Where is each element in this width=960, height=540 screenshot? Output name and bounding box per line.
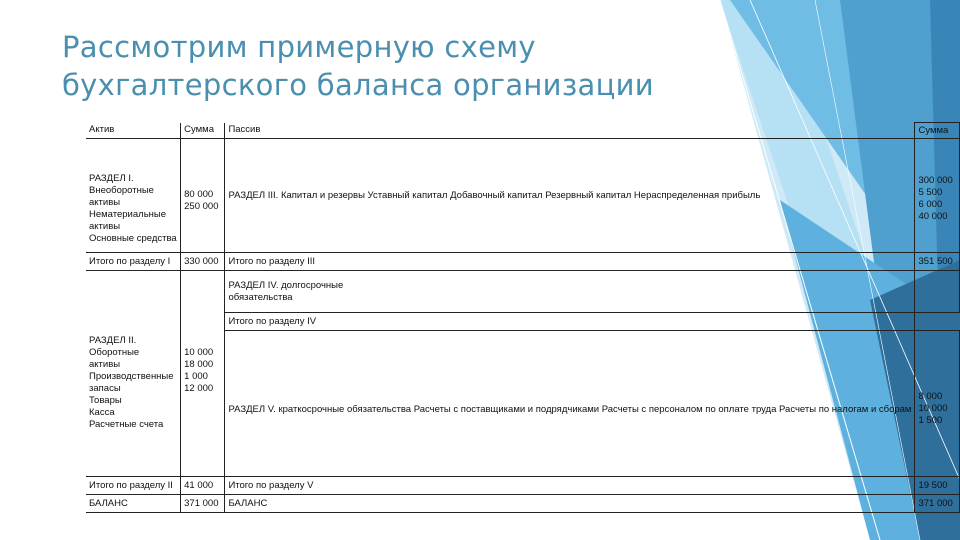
- total-2-label: Итого по разделу II: [86, 477, 181, 495]
- total-5-sum: 19 500: [915, 477, 960, 495]
- section-2-label: РАЗДЕЛ II. Оборотные активы Производственные запасы Товары Касса Расчетные счета: [86, 331, 181, 477]
- table-row: [86, 477, 960, 495]
- slide-title: Рассмотрим примерную схему бухгалтерского баланса организации: [62, 30, 654, 102]
- section-4-label: РАЗДЕЛ IV. долгосрочные обязательства: [225, 271, 915, 313]
- balance-passiv-sum: 371 000: [915, 495, 960, 513]
- header-summa-passiv: Сумма: [915, 123, 960, 139]
- table-row: [86, 495, 960, 513]
- empty-cell: [181, 271, 225, 331]
- total-3-sum: 351 500: [915, 253, 960, 271]
- table-header-row: [86, 123, 960, 139]
- total-2-sum: 41 000: [181, 477, 225, 495]
- section-1-sum: 80 000 250 000: [181, 139, 225, 253]
- table-row: [86, 253, 960, 271]
- table-row: [86, 271, 960, 313]
- section-1-label: РАЗДЕЛ I. Внеоборотные активы Нематериальные активы Основные средства: [86, 139, 181, 253]
- section-3-label: РАЗДЕЛ III. Капитал и резервы Уставный капитал Добавочный капитал Резервный капитал Нераспределенная прибыль: [225, 139, 915, 253]
- table-row: [86, 139, 960, 253]
- balance-table: [86, 122, 960, 513]
- header-summa-aktiv: Сумма: [181, 123, 225, 139]
- balance-aktiv-label: БАЛАНС: [86, 495, 181, 513]
- balance-aktiv-sum: 371 000: [181, 495, 225, 513]
- total-5-label: Итого по разделу V: [225, 477, 915, 495]
- table-row: [86, 331, 960, 477]
- section-3-sum: 300 000 5 500 6 000 40 000: [915, 139, 960, 253]
- total-1-label: Итого по разделу I: [86, 253, 181, 271]
- header-passiv: Пассив: [225, 123, 915, 139]
- total-3-label: Итого по разделу III: [225, 253, 915, 271]
- section-2-sum: 10 000 18 000 1 000 12 000: [181, 331, 225, 477]
- balance-passiv-label: БАЛАНС: [225, 495, 915, 513]
- header-aktiv: Актив: [86, 123, 181, 139]
- total-1-sum: 330 000: [181, 253, 225, 271]
- empty-cell: [86, 271, 181, 331]
- total-4-label: Итого по разделу IV: [225, 313, 915, 331]
- empty-cell: [915, 271, 960, 313]
- empty-cell: [915, 313, 960, 331]
- section-5-sum: 8 000 10 000 1 500: [915, 331, 960, 477]
- section-5-label: РАЗДЕЛ V. краткосрочные обязательства Расчеты с поставщиками и подрядчиками Расчеты с персоналом по оплате труда Расчеты по налогам и сборам: [225, 331, 915, 477]
